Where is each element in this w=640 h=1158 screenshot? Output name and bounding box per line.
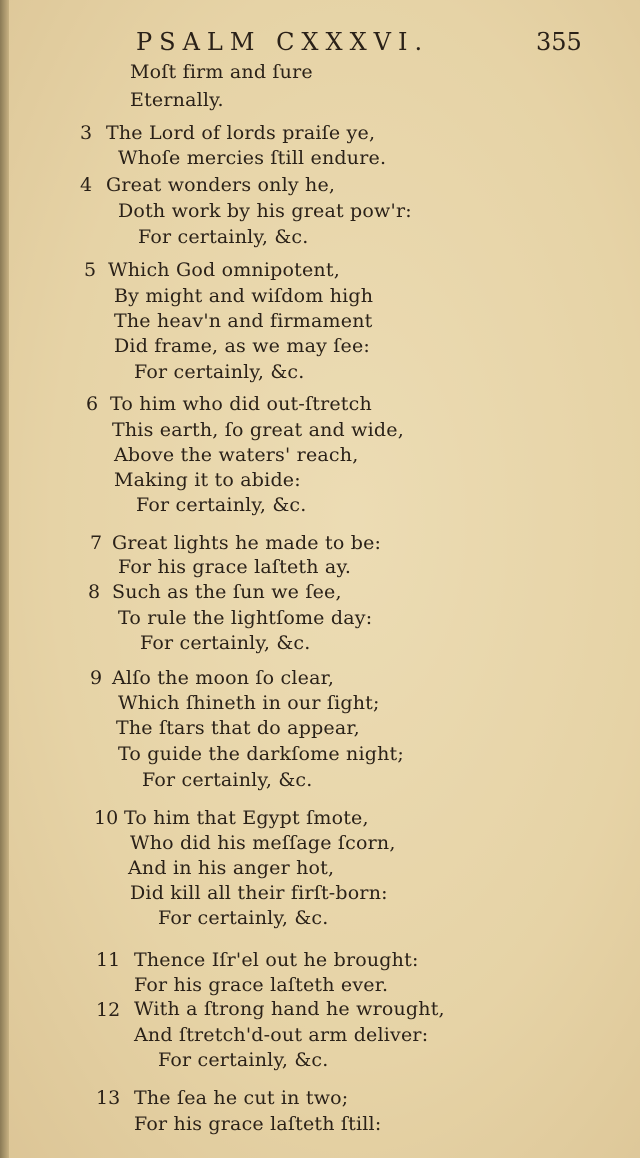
- running-header-title: PSALM CXXXVI.: [136, 28, 430, 56]
- verse-number: 9: [90, 667, 103, 689]
- verse-number: 4: [80, 174, 93, 196]
- verse-line: Did frame, as we may ſee:: [114, 335, 370, 357]
- verse-line: Who did his meſſage ſcorn,: [130, 832, 396, 854]
- verse-line: Whoſe mercies ſtill endure.: [118, 147, 387, 169]
- verse-number: 8: [88, 581, 101, 603]
- verse-number: 6: [86, 393, 99, 415]
- refrain-line: For certainly, &c.: [158, 907, 329, 929]
- verse-line: Eternally.: [130, 89, 224, 111]
- page-number: 355: [536, 28, 582, 56]
- refrain-line: For certainly, &c.: [140, 632, 311, 654]
- page-gutter: [0, 0, 9, 1158]
- verse-number: 3: [80, 122, 93, 144]
- verse-line: This earth, ſo great and wide,: [112, 419, 404, 441]
- verse-line: And ſtretch'd-out arm deliver:: [134, 1024, 429, 1046]
- refrain-line: For certainly, &c.: [134, 361, 305, 383]
- verse-line: Making it to abide:: [114, 469, 301, 491]
- verse-line: For his grace laſteth ſtill:: [134, 1113, 382, 1135]
- verse-line: The ſtars that do appear,: [116, 717, 360, 739]
- verse-number: 7: [90, 532, 103, 554]
- verse-line: And in his anger hot,: [128, 857, 335, 879]
- verse-line: To him that Egypt ſmote,: [124, 807, 369, 829]
- verse-line: With a ſtrong hand he wrought,: [134, 998, 445, 1020]
- verse-line: Alſo the moon ſo clear,: [112, 667, 335, 689]
- verse-line: Great lights he made to be:: [112, 532, 382, 554]
- refrain-line: For certainly, &c.: [158, 1049, 329, 1071]
- verse-number: 10: [94, 807, 119, 829]
- verse-line: To guide the darkſome night;: [118, 743, 404, 765]
- verse-line: Great wonders only he,: [106, 174, 336, 196]
- verse-line: To rule the lightſome day:: [118, 607, 373, 629]
- verse-line: The Lord of lords praiſe ye,: [106, 122, 376, 144]
- verse-line: Above the waters' reach,: [114, 444, 359, 466]
- verse-line: For his grace laſteth ay.: [118, 556, 352, 578]
- verse-line: Such as the ſun we ſee,: [112, 581, 342, 603]
- verse-line: Which ſhineth in our ſight;: [118, 692, 380, 714]
- verse-line: Moſt firm and ſure: [130, 61, 313, 83]
- verse-line: For his grace laſteth ever.: [134, 974, 389, 996]
- verse-line: The ſea he cut in two;: [134, 1087, 349, 1109]
- verse-line: Doth work by his great pow'r:: [118, 200, 412, 222]
- verse-line: By might and wiſdom high: [114, 285, 374, 307]
- verse-number: 5: [84, 259, 97, 281]
- verse-number: 11: [96, 949, 121, 971]
- verse-line: Did kill all their firſt-born:: [130, 882, 388, 904]
- refrain-line: For certainly, &c.: [136, 494, 307, 516]
- verse-number: 12: [96, 999, 121, 1021]
- verse-number: 13: [96, 1087, 121, 1109]
- verse-line: To him who did out-ſtretch: [110, 393, 372, 415]
- refrain-line: For certainly, &c.: [142, 769, 313, 791]
- verse-line: Thence Iſr'el out he brought:: [134, 949, 419, 971]
- verse-line: The heav'n and firmament: [114, 310, 373, 332]
- refrain-line: For certainly, &c.: [138, 226, 309, 248]
- verse-line: Which God omnipotent,: [108, 259, 340, 281]
